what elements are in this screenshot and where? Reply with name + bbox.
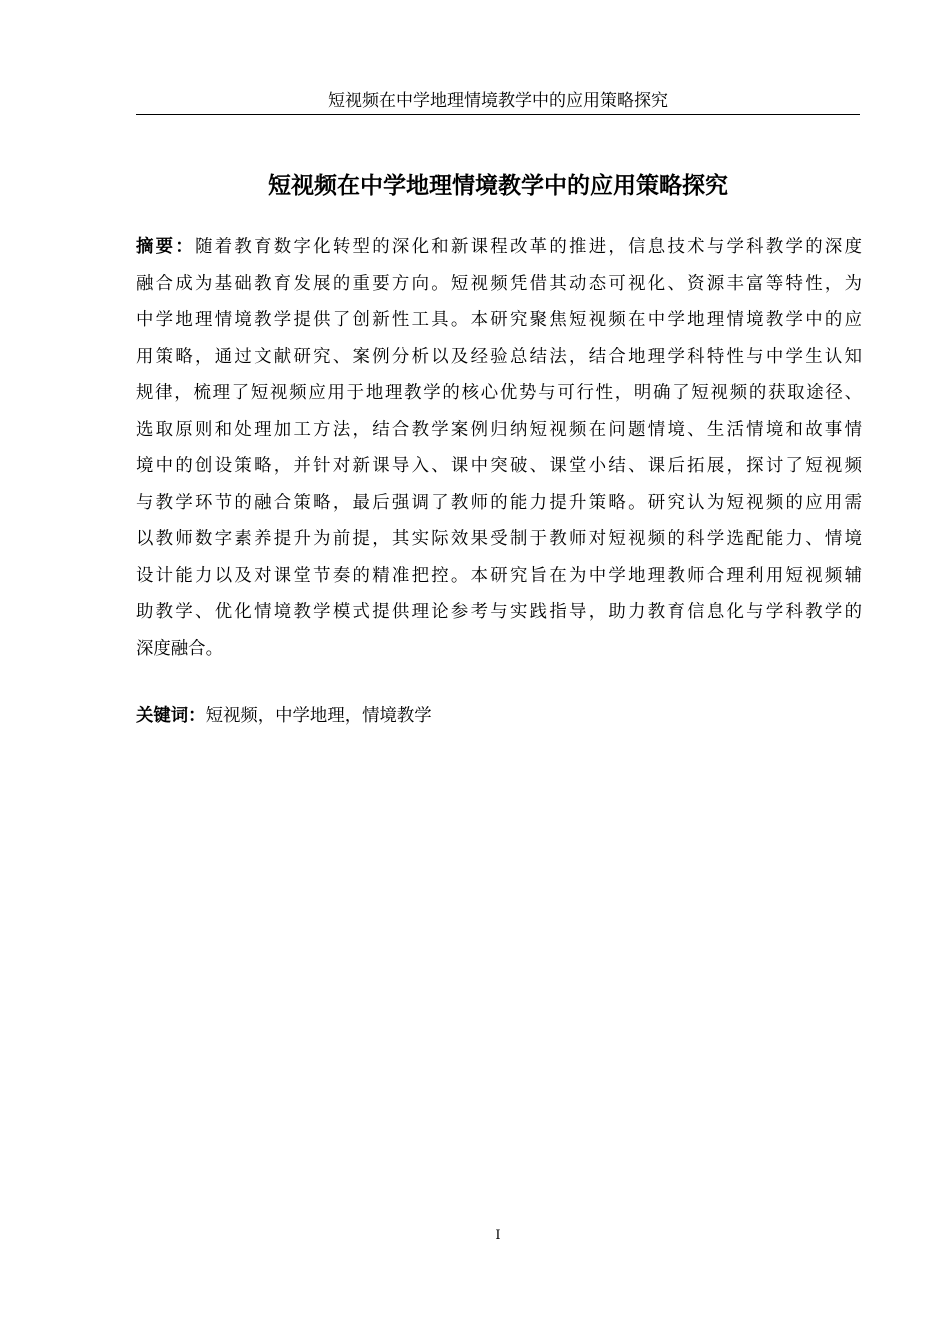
- abstract-label: 摘要：: [136, 237, 196, 257]
- abstract-line: 与教学环节的融合策略，最后强调了教师的能力提升策略。研究认为短视频的应用需: [136, 492, 862, 513]
- abstract-line: 境中的创设策略，并针对新课导入、课中突破、课堂小结、课后拓展，探讨了短视频: [136, 456, 862, 476]
- abstract-line: 融合成为基础教育发展的重要方向。短视频凭借其动态可视化、资源丰富等特性，为: [136, 273, 862, 294]
- page-number: I: [495, 1228, 501, 1243]
- abstract-line: 用策略，通过文献研究、案例分析以及经验总结法，结合地理学科特性与中学生认知: [136, 346, 862, 367]
- abstract: [136, 229, 862, 667]
- abstract-text: 随着教育数字化转型的深化和新课程改革的推进，信息技术与学科教学的深度: [195, 237, 862, 257]
- abstract-line: 以教师数字素养提升为前提，其实际效果受制于教师对短视频的科学选配能力、情境: [136, 529, 862, 549]
- page-title: 短视频在中学地理情境教学中的应用策略探究: [268, 173, 728, 199]
- abstract-line: 选取原则和处理加工方法，结合教学案例归纳短视频在问题情境、生活情境和故事情: [136, 419, 862, 440]
- abstract-line: 中学地理情境教学提供了创新性工具。本研究聚焦短视频在中学地理情境教学中的应: [136, 310, 862, 330]
- keywords: [136, 698, 432, 735]
- abstract-line: 深度融合。: [136, 638, 223, 659]
- running-header: 短视频在中学地理情境教学中的应用策略探究: [136, 88, 860, 115]
- abstract-line: 助教学、优化情境教学模式提供理论参考与实践指导，助力教育信息化与学科教学的: [136, 602, 862, 622]
- keywords-label: 关键词：: [136, 706, 206, 726]
- abstract-line: [136, 229, 862, 266]
- abstract-line: 规律，梳理了短视频应用于地理教学的核心优势与可行性，明确了短视频的获取途径、: [136, 383, 862, 403]
- abstract-line: 设计能力以及对课堂节奏的精准把控。本研究旨在为中学地理教师合理利用短视频辅: [136, 565, 862, 586]
- keywords-text: 短视频，中学地理，情境教学: [205, 706, 432, 726]
